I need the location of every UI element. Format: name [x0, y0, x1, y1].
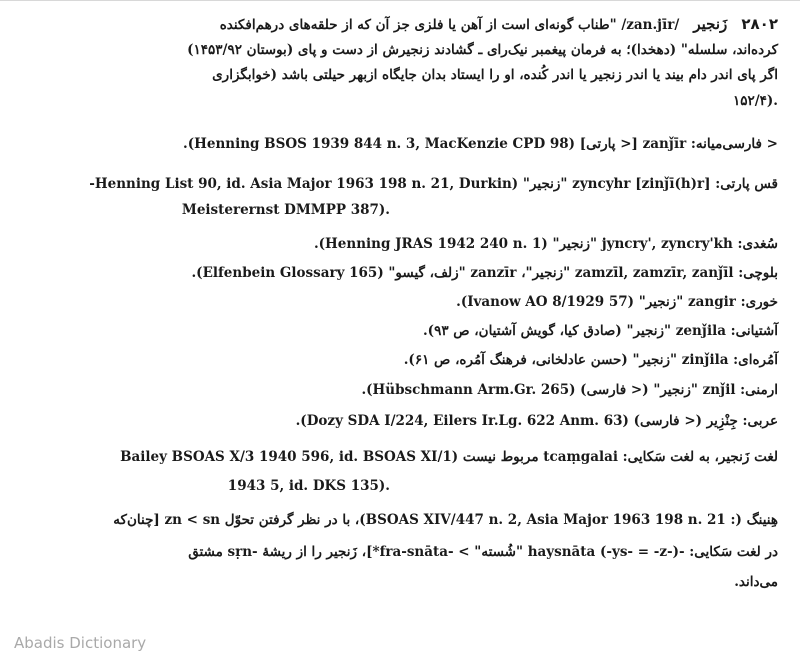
- entry-definition-line-2: کرده‌اند، سلسله" (دهخدا)؛ به فرمان پیغمبر نیک‌رای ـ گشادند زنجیرش از دست و پای (بوستان ۱۴۵۳/۹۲): [187, 42, 778, 58]
- khuri-line: خوری: zangir "زنجیر" (Ivanow AO 8/1929 57).: [456, 294, 778, 310]
- parthian-line-2: Meisterernst DMMPP 387).: [181, 202, 390, 218]
- entry-definition-line-1: /zan.jīr/ "طناب گونه‌ای است از آهن یا فلزی جز آن که از حلقه‌های درهم‌افکنده: [219, 17, 680, 33]
- entry-header-line: [220, 14, 778, 35]
- middle-persian-line: < فارسی‌میانه: zanǰīr [< پارتی] (Henning BSOS 1939 844 n. 3, MacKenzie CPD 98).: [183, 136, 778, 152]
- entry-headword: زَنجیر: [693, 15, 728, 33]
- henning-line-3: می‌داند.: [734, 574, 778, 590]
- entry-number: ۲۸۰۲: [741, 15, 778, 33]
- amorei-line: آمُره‌ای: zinǰila "زنجیر" (حسن عادلخانی، فرهنگ آمُره، ص ۶۱).: [403, 352, 778, 368]
- saka-line-2: 1943 5, id. DKS 135).: [227, 478, 390, 494]
- scan-top-edge: [0, 0, 800, 1]
- ashtiani-line: آشتیانی: zenǰila "زنجیر" (صادق کیا، گویش آشتیان، ص ۹۳).: [422, 323, 778, 339]
- entry-definition-line-4: ۱۵۲/۴).: [732, 93, 778, 109]
- baluchi-line: بلوچی: zamzīl, zamzīr, zanǰīl "زنجیر"، zanzīr "زلف، گیسو" (Elfenbein Glossary 165).: [191, 265, 778, 281]
- watermark: Abadis Dictionary: [14, 634, 147, 652]
- armenian-line: ارمنی: znǰil "زنجیر" (< فارسی) (Hübschmann Arm.Gr. 265).: [361, 382, 778, 398]
- henning-line-1: هِنینگ (: BSOAS XIV/447 n. 2, Asia Major 1963 198 n. 21)، با در نظر گرفتن تحوّل zn < sn [چنان‌که: [113, 512, 778, 528]
- parthian-line-1: قس پارتی: zyncyhr [zinǰī(h)r] "زنجیر" (Henning List 90, id. Asia Major 1963 198 n. 21, Durkin-: [89, 176, 778, 192]
- arabic-line: عربی: جِنْزِیر (< فارسی) (Dozy SDA I/224, Eilers Ir.Lg. 622 Anm. 63).: [295, 413, 778, 429]
- entry-definition-line-3: اگر پای اندر دام بیند یا اندر زنجیر یا اندر کُنده، او را ایستاد بدان جایگاه ازبهر حیلتی باشد (خوابگزاری: [212, 67, 778, 83]
- sogdian-line: سُغدی: jyncry', zyncry'kh "زنجیر" (Henning JRAS 1942 240 n. 1).: [313, 236, 778, 252]
- saka-line-1: لغت زَنجیر، به لغت سَکایی: tcaṃgalai مربوط نیست (Bailey BSOAS X/3 1940 596, id. BSOAS XI/1: [120, 449, 778, 465]
- henning-line-2: در لغت سَکایی: -haysnāta (-ys- = -z-) "شُسته" > -fra-snāta*]، زَنجیر را از ریشهٔ -sṛn مشتق: [188, 544, 778, 560]
